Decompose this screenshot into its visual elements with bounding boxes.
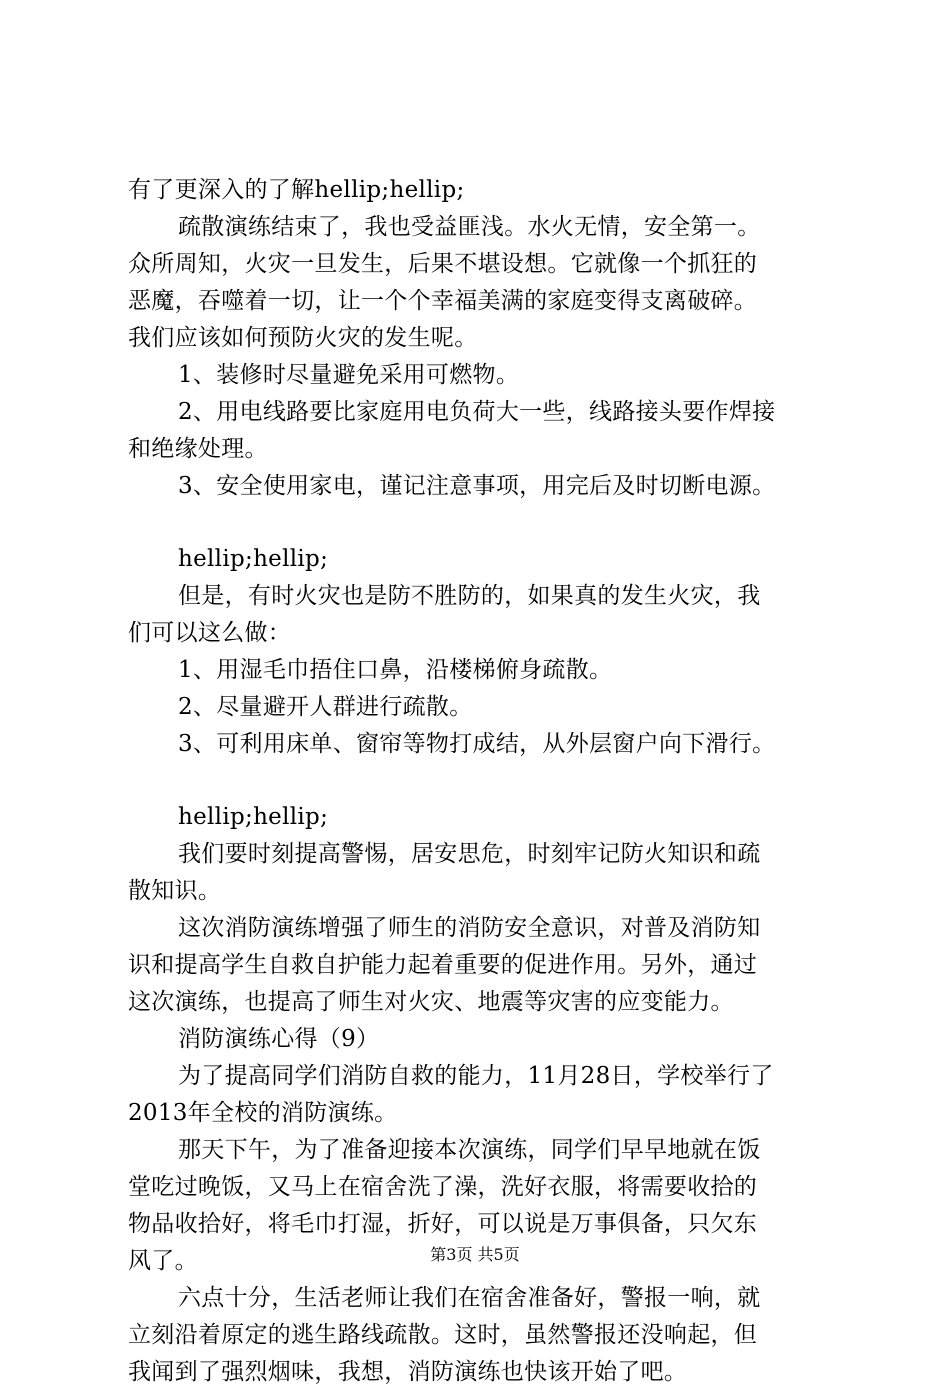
text-line: 我们应该如何预防火灾的发生呢。 xyxy=(128,325,478,351)
text-line: 识和提高学生自救自护能力起着重要的促进作用。另外，通过 xyxy=(128,952,758,978)
text-line: hellip;hellip; xyxy=(178,546,329,572)
text-line: 3、安全使用家电，谨记注意事项，用完后及时切断电源。 xyxy=(178,473,776,499)
text-line: 1、装修时尽量避免采用可燃物。 xyxy=(178,362,520,388)
text-line: 但是，有时火灾也是防不胜防的，如果真的发生火灾，我 xyxy=(178,583,761,609)
text-line: 我闻到了强烈烟味，我想，消防演练也快该开始了吧。 xyxy=(128,1359,688,1385)
text-line: 我们要时刻提高警惕，居安思危，时刻牢记防火知识和疏 xyxy=(178,841,761,867)
text-line: 们可以这么做： xyxy=(128,620,292,646)
text-line: 疏散演练结束了，我也受益匪浅。水火无情，安全第一。 xyxy=(178,214,761,240)
text-line: 3、可利用床单、窗帘等物打成结，从外层窗户向下滑行。 xyxy=(178,731,776,757)
text-line: 1、用湿毛巾捂住口鼻，沿楼梯俯身疏散。 xyxy=(178,657,613,683)
text-line: 这次演练，也提高了师生对火灾、地震等灾害的应变能力。 xyxy=(128,989,734,1015)
text-line: 堂吃过晚饭，又马上在宿舍洗了澡，洗好衣服，将需要收拾的 xyxy=(128,1174,758,1200)
text-line: 众所周知，火灾一旦发生，后果不堪设想。它就像一个抓狂的 xyxy=(128,251,758,277)
text-line: 那天下午，为了准备迎接本次演练，同学们早早地就在饭 xyxy=(178,1137,761,1163)
blank-line xyxy=(128,505,832,541)
text-line: 和绝缘处理。 xyxy=(128,436,268,462)
page-footer: 第3页 共5页 xyxy=(430,1245,520,1264)
text-line: 立刻沿着原定的逃生路线疏散。这时，虽然警报还没响起，但 xyxy=(128,1322,758,1348)
text-line: 物品收拾好，将毛巾打湿，折好，可以说是万事俱备，只欠东 xyxy=(128,1211,758,1237)
text-line: 2013年全校的消防演练。 xyxy=(128,1100,398,1126)
blank-line xyxy=(128,763,832,799)
text-line: 风了。 xyxy=(128,1248,198,1274)
section-heading: 消防演练心得（9） xyxy=(178,1026,380,1052)
text-line: 这次消防演练增强了师生的消防安全意识，对普及消防知 xyxy=(178,915,761,941)
text-line: 2、尽量避开人群进行疏散。 xyxy=(178,694,473,720)
text-line: 六点十分，生活老师让我们在宿舍准备好，警报一响，就 xyxy=(178,1285,761,1311)
text-line: 2、用电线路要比家庭用电负荷大一些，线路接头要作焊接 xyxy=(178,399,776,425)
text-line: 为了提高同学们消防自救的能力，11月28日，学校举行了 xyxy=(178,1063,774,1089)
text-line: 有了更深入的了解hellip;hellip; xyxy=(128,177,465,203)
text-line: 散知识。 xyxy=(128,878,222,904)
text-line: hellip;hellip; xyxy=(178,804,329,830)
document-body xyxy=(128,172,832,1391)
text-line: 恶魔，吞噬着一切，让一个个幸福美满的家庭变得支离破碎。 xyxy=(128,288,758,314)
